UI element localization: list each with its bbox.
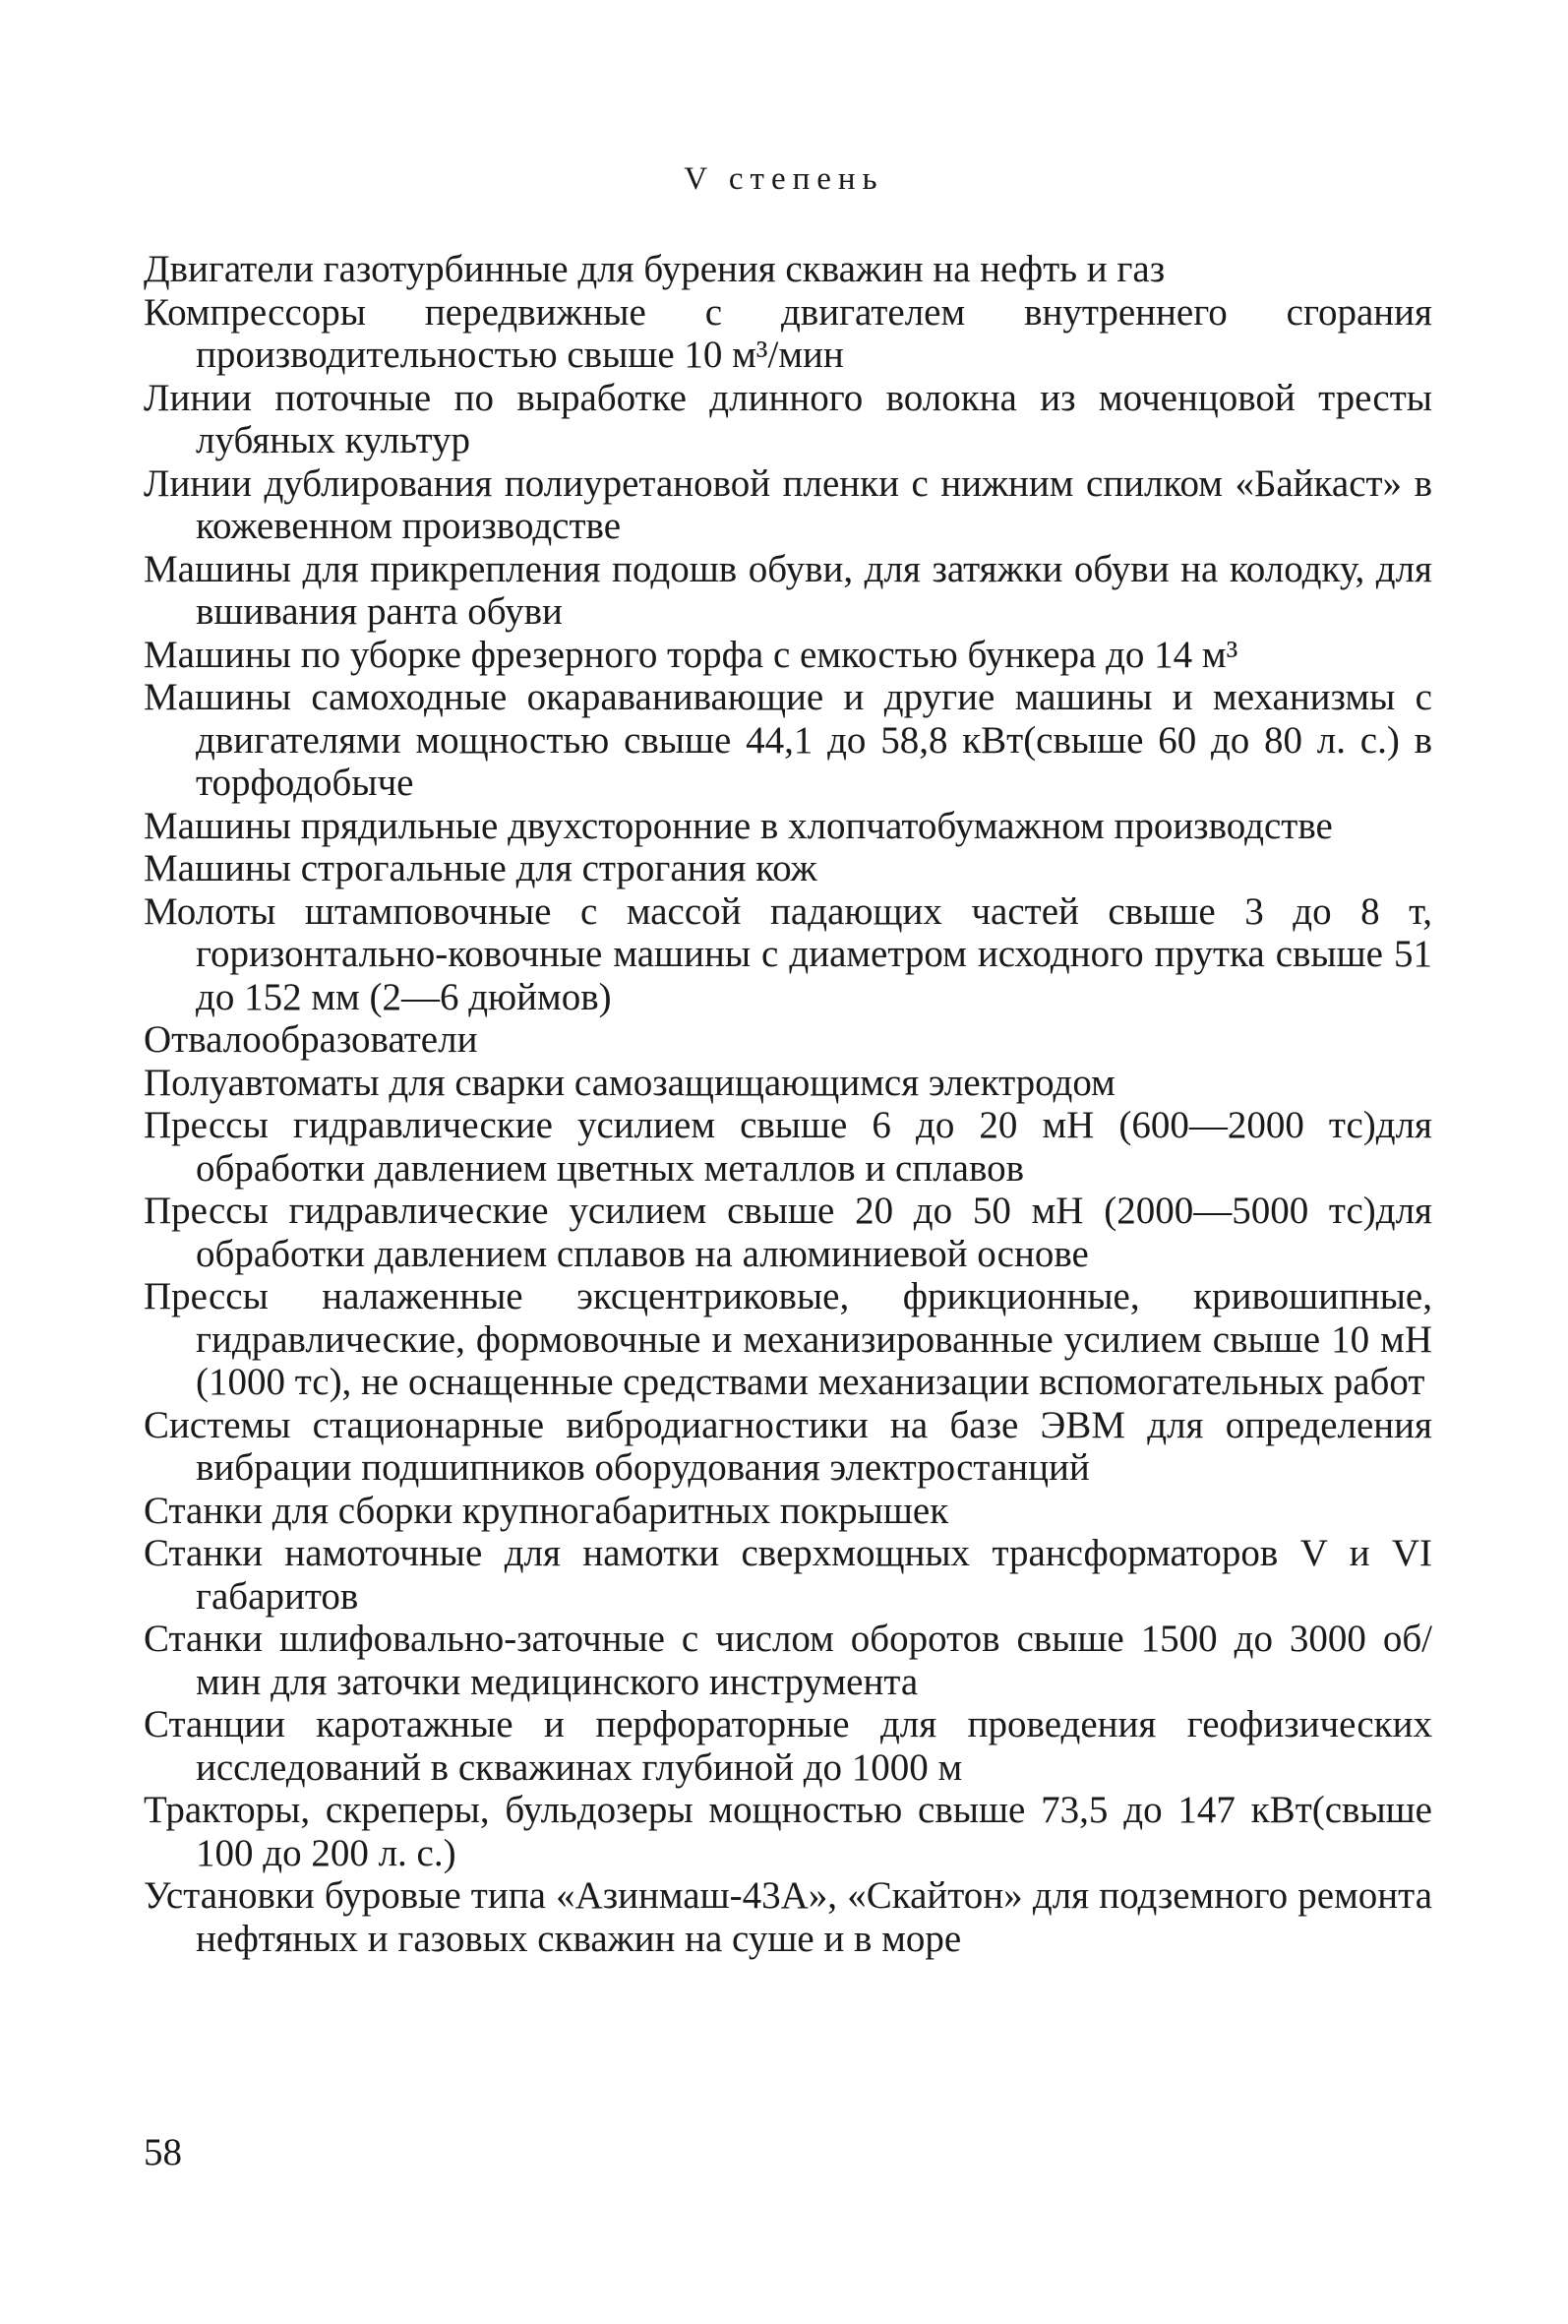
- list-item: Установки буровые типа «Азинмаш-43А», «Скайтон» для подземного ремонта нефтяных и газовых скважин на суше и в море: [144, 1874, 1432, 1960]
- list-item: Станки намоточные для намотки сверхмощных трансформаторов V и VI габаритов: [144, 1532, 1432, 1618]
- list-item: Станции каротажные и перфораторные для проведения геофизических исследований в скважинах глубиной до 1000 м: [144, 1703, 1432, 1789]
- list-item: Тракторы, скреперы, бульдозеры мощностью свыше 73,5 до 147 кВт(свыше 100 до 200 л. с.): [144, 1789, 1432, 1874]
- list-item: Станки шлифовально-заточные с числом оборотов свыше 1500 до 3000 об/мин для заточки медицинского инструмента: [144, 1618, 1432, 1703]
- list-item: Молоты штамповочные с массой падающих частей свыше 3 до 8 т, горизонтально-ковочные машины с диаметром исходного прутка свыше 51 до 152 мм (2—6 дюймов): [144, 889, 1432, 1018]
- list-item: Системы стационарные вибродиагностики на базе ЭВМ для определения вибрации подшипников оборудования электростанций: [144, 1403, 1432, 1489]
- list-item: Машины для прикрепления подошв обуви, для затяжки обуви на колодку, для вшивания ранта обуви: [144, 547, 1432, 633]
- list-item: Машины самоходные окараванивающие и другие машины и механизмы с двигателями мощностью свыше 44,1 до 58,8 кВт(свыше 60 до 80 л. с.) в торфодобыче: [144, 676, 1432, 804]
- list-item: Линии дублирования полиуретановой пленки с нижним спилком «Байкаст» в кожевенном производстве: [144, 461, 1432, 547]
- section-heading: V степень: [684, 161, 884, 197]
- list-item: Отвалообразователи: [144, 1018, 478, 1061]
- list-item: Двигатели газотурбинные для бурения скважин на нефть и газ: [144, 248, 1166, 290]
- list-item: Машины по уборке фрезерного торфа с емкостью бункера до 14 м³: [144, 633, 1238, 676]
- list-item: Полуавтоматы для сварки самозащищающимся электродом: [144, 1061, 1116, 1104]
- list-item: Прессы налаженные эксцентриковые, фрикционные, кривошипные, гидравлические, формовочные и механизированные усилием свыше 10 мН (1000 тс), не оснащенные средствами механизации вспомогательных работ: [144, 1275, 1432, 1403]
- list-item: Прессы гидравлические усилием свыше 20 до 50 мН (2000—5000 тс)для обработки давлением сплавов на алюминиевой основе: [144, 1190, 1432, 1275]
- list-item: Компрессоры передвижные с двигателем внутреннего сгорания производительностью свыше 10 м³/мин: [144, 290, 1432, 376]
- list-item: Прессы гидравлические усилием свыше 6 до 20 мН (600—2000 тс)для обработки давлением цветных металлов и сплавов: [144, 1104, 1432, 1190]
- page-number: 58: [144, 2131, 182, 2173]
- list-item: Машины прядильные двухсторонние в хлопчатобумажном производстве: [144, 804, 1333, 847]
- list-item: Машины строгальные для строгания кож: [144, 847, 817, 889]
- equipment-list: [144, 248, 1432, 1960]
- list-item: Линии поточные по выработке длинного волокна из моченцовой тресты лубяных культур: [144, 376, 1432, 461]
- list-item: Станки для сборки крупногабаритных покрышек: [144, 1489, 949, 1532]
